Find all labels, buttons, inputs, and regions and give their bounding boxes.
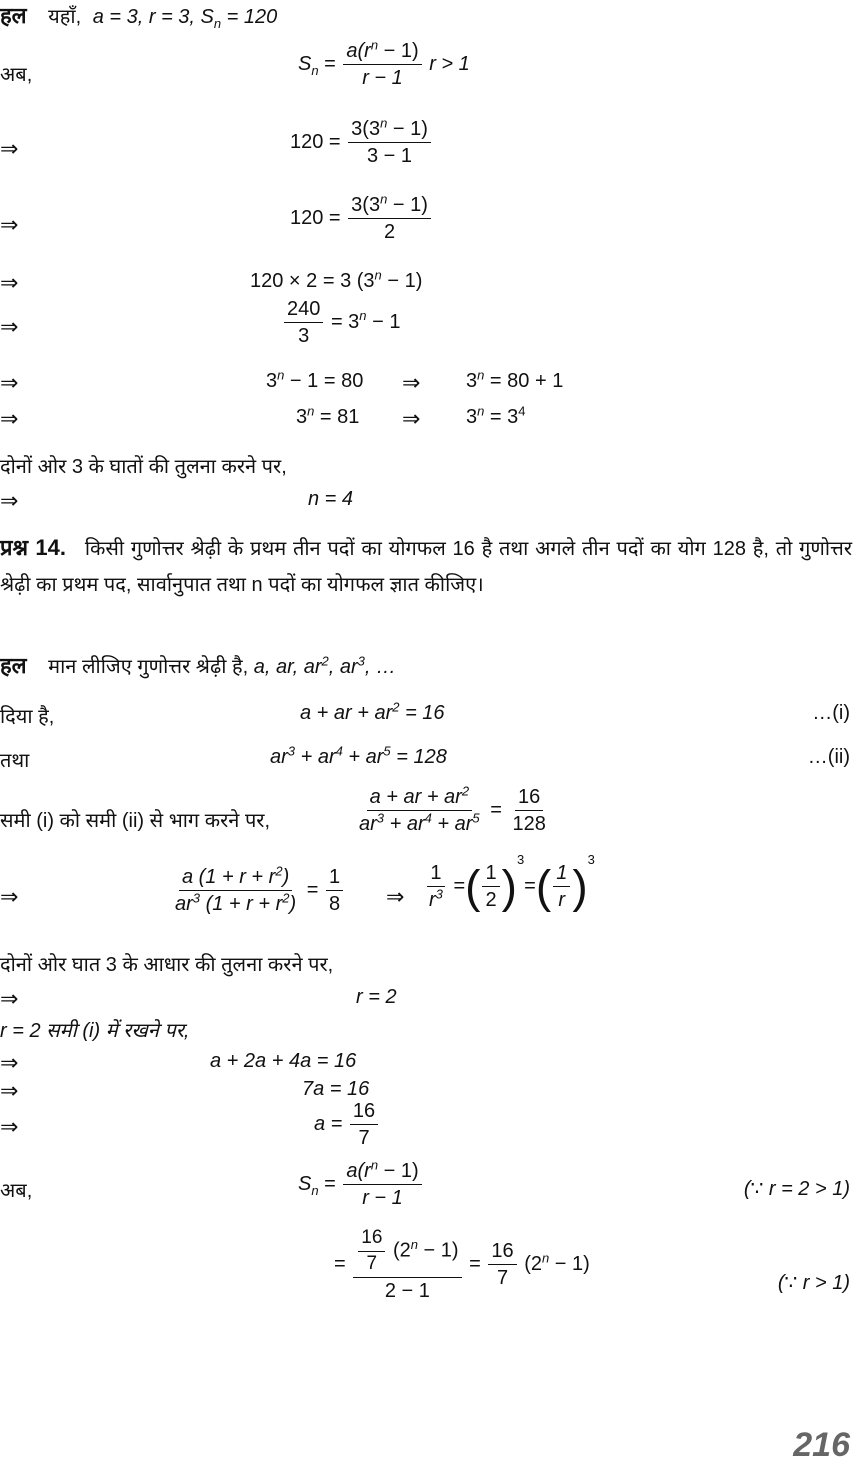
step-6-left: $3^n = 81$: [296, 403, 360, 428]
divide-equation: $\frac{a + ar + ar^2}{ar^3 + ar^4 + ar^5}$ = $\frac{16}{128}$: [359, 783, 546, 835]
implies-arrow: ⇒: [0, 986, 19, 1011]
result-n: n = 4: [308, 488, 354, 510]
equation-2-tag: …(ii): [807, 746, 850, 768]
step-3: 120 × 2 = 3 $(3^n - 1)$: [250, 267, 423, 292]
sn-formula-2: $S_n$ = $\frac{a(r^n - 1)}{r - 1}$: [298, 1160, 424, 1209]
factor-equation: $\frac{a (1 + r + r^2)}{ar^3 (1 + r + r^2)}$ = $\frac{1}{8}$: [170, 866, 345, 915]
equation-1-tag: …(i): [812, 702, 850, 724]
divide-text: समी (i) को समी (ii) से भाग करने पर,: [0, 810, 271, 832]
step-h2: 7a = 16: [302, 1078, 370, 1100]
step-4: $\frac{240}{3}$ = $3^n - 1$: [282, 298, 400, 347]
question-14: [0, 530, 852, 603]
sn-formula: $S_n$ = $\frac{a(r^n - 1)}{r - 1}$ r > 1: [298, 37, 470, 89]
step-6-right: $3^n = 3^4$: [466, 403, 526, 428]
equation-2: $ar^3 + ar^4 + ar^5 = 128$: [270, 743, 447, 768]
result-r: r = 2: [356, 986, 397, 1008]
ab-label: अब,: [0, 64, 33, 86]
condition-r-gt-1-b: (∵ r > 1): [777, 1272, 850, 1294]
implies-arrow: ⇒: [0, 1114, 19, 1139]
implies-arrow: ⇒: [0, 314, 19, 339]
given-text: यहाँ,: [48, 6, 82, 28]
step-1: 120 = $\frac{3(3^n - 1)}{3 - 1}$: [290, 118, 433, 167]
implies-arrow: ⇒: [386, 884, 405, 909]
final-equation: = $\frac{16}{7}$ $(2^n - 1)$ 2 − 1 = $\frac{16}{7}$ $(2^n - 1)$: [334, 1227, 590, 1302]
implies-arrow: ⇒: [402, 406, 421, 431]
page-number: 216: [793, 1426, 850, 1464]
hal-label: हल: [0, 3, 27, 28]
implies-arrow: ⇒: [0, 212, 19, 237]
given-label: दिया है,: [0, 706, 55, 728]
step-5-left: $3^n - 1 = 80$: [266, 367, 364, 392]
implies-arrow: ⇒: [0, 370, 19, 395]
implies-arrow: ⇒: [0, 406, 19, 431]
step-h3: a = $\frac{16}{7}$: [314, 1100, 380, 1149]
sn-fraction: $\frac{a(r^n - 1)}{r - 1}$: [343, 40, 421, 89]
implies-arrow: ⇒: [0, 488, 19, 513]
implies-arrow: ⇒: [0, 270, 19, 295]
solution-given-line: [0, 3, 278, 31]
equation-1: a + ar + $ar^2 = 16$: [300, 699, 445, 724]
hal-label: हल: [0, 653, 27, 678]
implies-arrow: ⇒: [0, 1050, 19, 1075]
implies-arrow: ⇒: [0, 1078, 19, 1103]
compare-text: दोनों ओर 3 के घातों की तुलना करने पर,: [0, 456, 287, 478]
substitute-text: r = 2 समी (i) में रखने पर,: [0, 1020, 190, 1042]
implies-arrow: ⇒: [0, 136, 19, 161]
ab-label: अब,: [0, 1180, 33, 1202]
step-2: 120 = $\frac{3(3^n - 1)}{2}$: [290, 194, 433, 243]
question-label: प्रश्न 14.: [0, 535, 67, 560]
power-equation: $\frac{1}{r^3}$ =( $\frac{1}{2}$ )$^3$=( $\frac{1}{r}$ )$^3$: [429, 852, 595, 913]
step-5-right: $3^n = 80 + 1$: [466, 367, 564, 392]
implies-arrow: ⇒: [402, 370, 421, 395]
given-math: a = 3, r = 3, $S_n = 120$: [92, 6, 278, 31]
compare-text-2: दोनों ओर घात 3 के आधार की तुलना करने पर,: [0, 954, 334, 976]
condition-r-gt-1: (∵ r = 2 > 1): [743, 1178, 850, 1200]
question-text: किसी गुणोत्तर श्रेढ़ी के प्रथम तीन पदों का योगफल 16 है तथा अगले तीन पदों का योग 128 है, तो गुणोत्तर श्रेढ़ी का प्रथम पद, सार्वानुपात तथा n पदों का योगफल ज्ञात कीजिए।: [0, 538, 852, 596]
implies-arrow: ⇒: [0, 884, 19, 909]
solution2-intro: हल मान लीजिए गुणोत्तर श्रेढ़ी है, a, ar, $ar^2$, $ar^3$, …: [0, 653, 397, 678]
tatha-label: तथा: [0, 750, 30, 772]
step-h1: a + 2a + 4a = 16: [210, 1050, 357, 1072]
